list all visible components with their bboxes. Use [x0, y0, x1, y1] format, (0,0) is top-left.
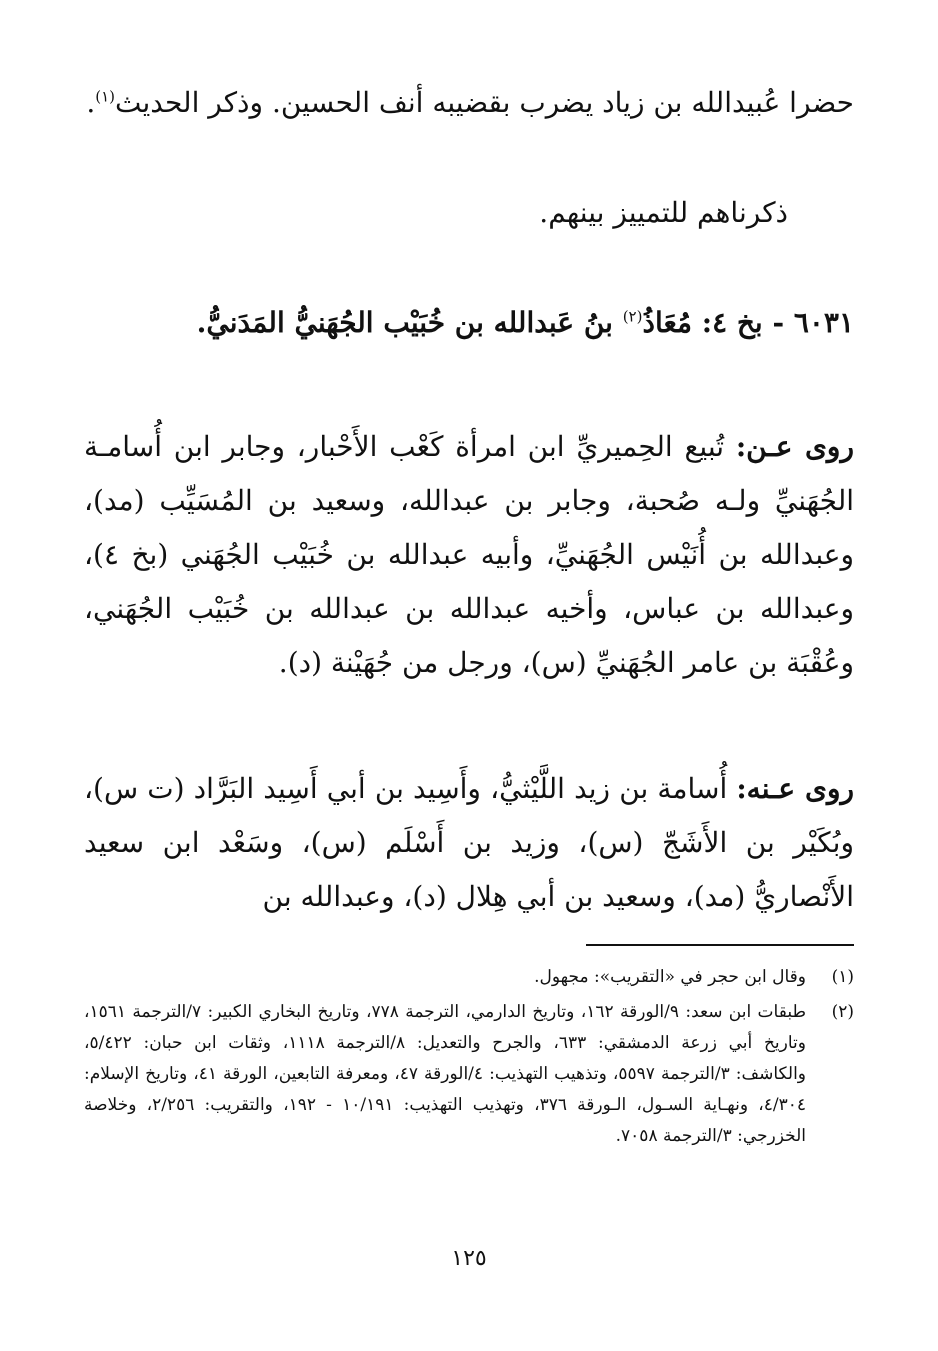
narrated-by-label: روى عـنه: [736, 772, 854, 805]
narrated-from-text: تُبيع الحِميريِّ ابن امرأة كَعْب الأَحْبار، وجابر ابن أُسامـة الجُهَنيِّ ولـه صُحبة، وجابر بن عبدالله، وسعيد بن المُسَيِّب (مد)، وعبدالله بن أُنَيْس الجُهَنيِّ، وأبيه عبدالله بن خُبَيْب الجُهَني (بخ ٤)، وعبدالله بن عباس، وأخيه عبدالله بن عبدالله بن خُبَيْب الجُهَني، وعُقْبَة بن عامر الجُهَنيِّ (س)، ورجل من جُهَيْنة (د). [84, 430, 854, 679]
entry-heading [84, 296, 854, 350]
narrated-from-paragraph [84, 420, 854, 690]
footnote-marker-1: (١) [95, 87, 115, 106]
narrated-by-paragraph [84, 762, 854, 924]
narrated-from-label: روى عـن: [735, 430, 854, 463]
footnote-number: (٢) [831, 1002, 854, 1022]
entry-title: ٦٠٣١ - بخ ٤: مُعَاذُ [642, 306, 854, 339]
footnote-marker-2: (٢) [622, 307, 643, 326]
footnote-text: طبقات ابن سعد: ٩/الورقة ١٦٢، وتاريخ الدارمي، الترجمة ٧٧٨، وتاريخ البخاري الكبير: ٧/الترجمة ١٥٦١، وتاريخ أبي زرعة الدمشقي: ٦٣٣، والجرح والتعديل: ٨/الترجمة ١١١٨، وثقات ابن حبان: ٥/٤٢٢، والكاشف: ٣/الترجمة ٥٥٩٧، وتذهيب التهذيب: ٤/الورقة ٤٧، ومعرفة التابعين، الورقة ٤١، وتاريخ الإسلام: ٤/٣٠٤، ونهـاية السـول، الـورقة ٣٧٦، وتهذيب التهذيب: ١٠/١٩١ - ١٩٢، والتقريب: ٢/٢٥٦، وخلاصة الخزرجي: ٣/الترجمة ٧٠٥٨. [84, 1002, 807, 1146]
paragraph-note [84, 186, 788, 240]
footnote-separator [586, 944, 854, 946]
paragraph-continuation [84, 76, 854, 130]
footnotes [84, 962, 854, 1156]
footnote-1 [84, 962, 854, 993]
footnote-2 [84, 997, 854, 1152]
sentence-end: . [86, 86, 96, 119]
page-number: ١٢٥ [451, 1246, 487, 1271]
paragraph-text: حضرا عُبيدالله بن زياد يضرب بقضيبه أنف الحسين. وذكر الحديث [115, 86, 854, 119]
footnote-number: (١) [831, 967, 854, 987]
entry-title-rest: بنُ عَبدالله بن خُبَيْب الجُهَنيُّ المَدَنيُّ. [196, 306, 623, 339]
narrated-by-text: أُسامة بن زيد اللَّيْثيُّ، وأَسِيد بن أبي أَسِيد البَرَّاد (ت س)، وبُكَيْر بن الأَشَجّ (س)، وزيد بن أَسْلَم (س)، وسَعْد ابن سعيد الأَنْصاريُّ (مد)، وسعيد بن أبي هِلال (د)، وعبدالله بن [84, 772, 854, 913]
paragraph-text: ذكرناهم للتمييز بينهم. [539, 196, 788, 229]
footnote-text: وقال ابن حجر في «التقريب»: مجهول. [534, 967, 806, 987]
